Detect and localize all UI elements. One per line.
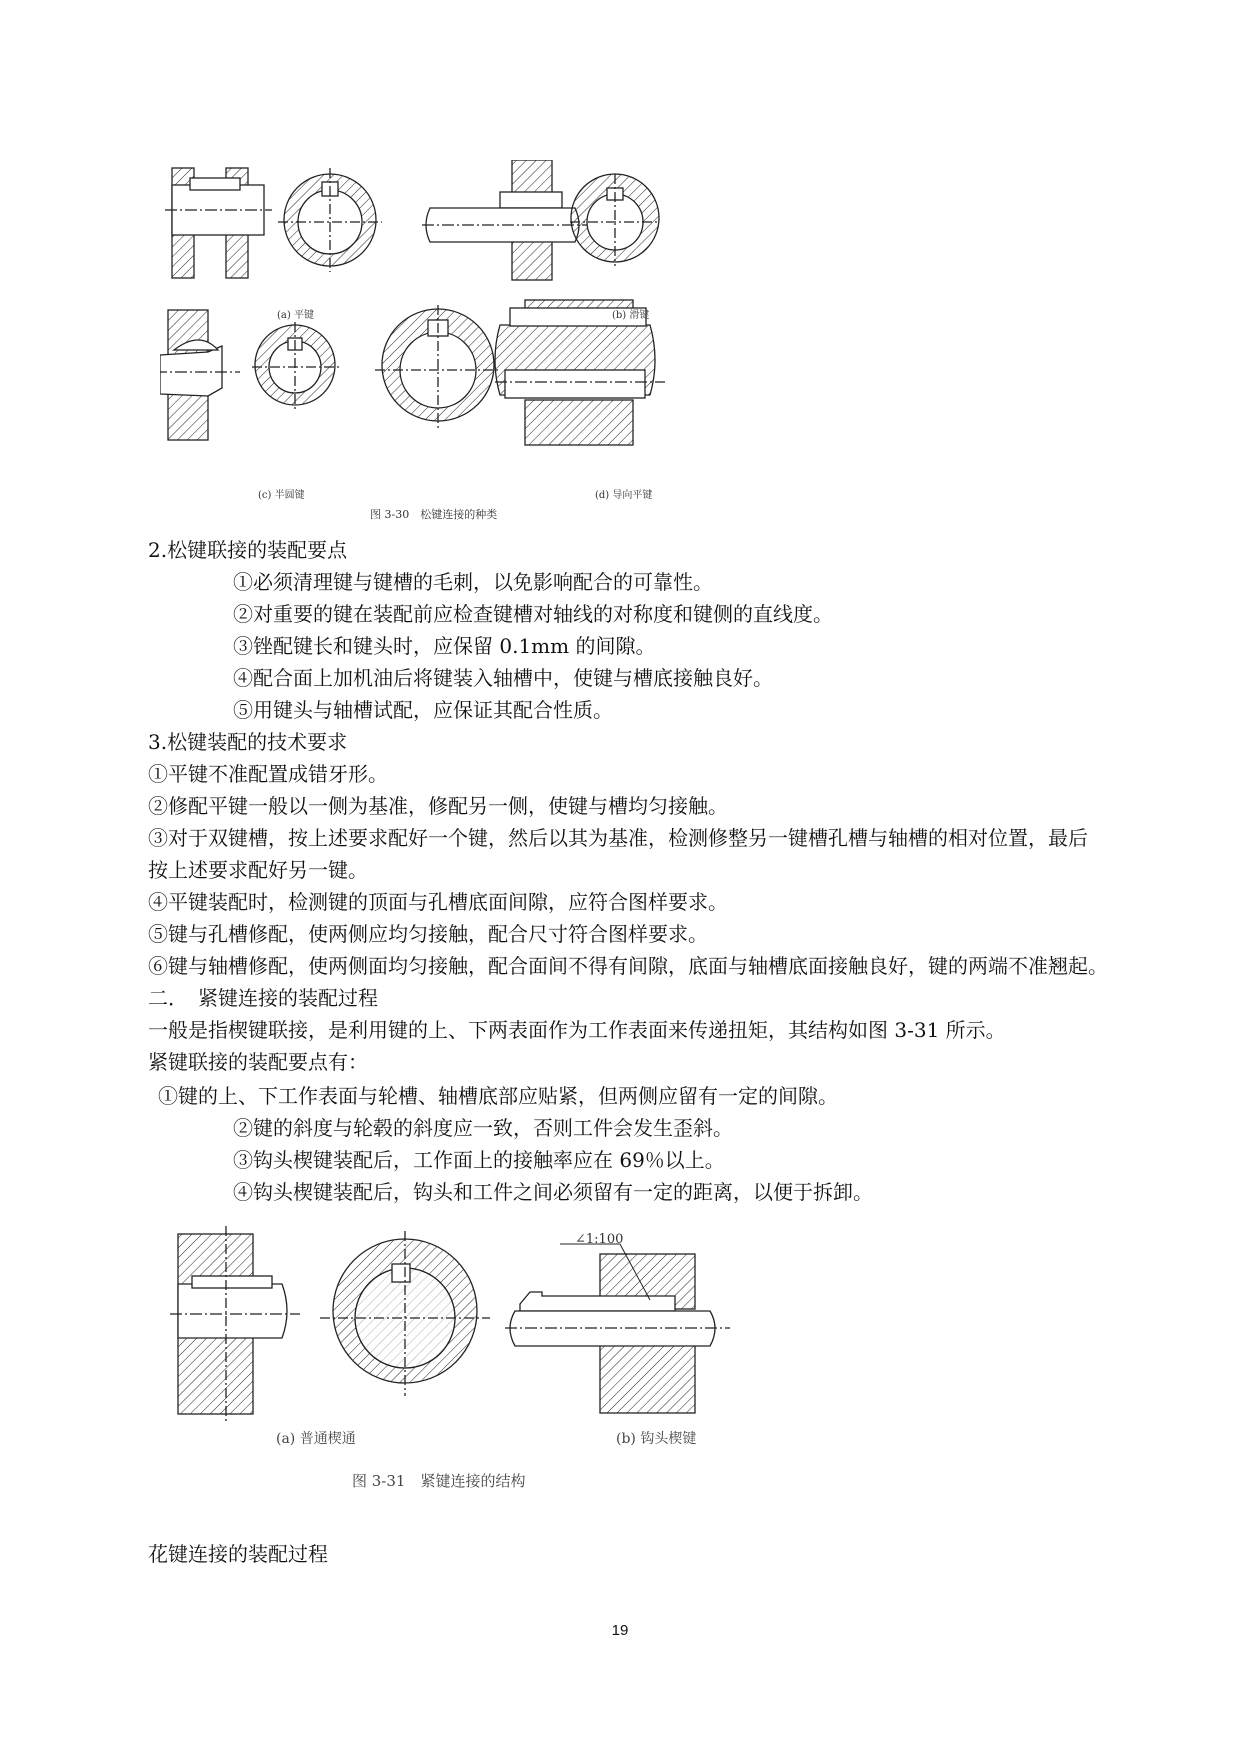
section3-item-1: ①平键不准配置成错牙形。 <box>148 762 388 786</box>
spline-heading: 花键连接的装配过程 <box>148 1542 328 1566</box>
figure-3-31-drawing <box>170 1226 770 1426</box>
figure-3-31-caption: 图 3-31 紧键连接的结构 <box>352 1472 526 1490</box>
figure-3-31-sub-a: (a) 普通楔通 <box>276 1431 356 1447</box>
section2-item-4: ④配合面上加机油后将键装入轴槽中，使键与槽底接触良好。 <box>233 666 773 690</box>
section-tight-points-heading: 紧键联接的装配要点有： <box>148 1050 368 1074</box>
section-tight-heading: 二． 紧键连接的装配过程 <box>148 986 378 1010</box>
figure-3-31-taper-label: ∠1:100 <box>575 1232 624 1247</box>
figure-3-30-drawing <box>160 160 750 460</box>
section3-item-6: ⑥键与轴槽修配，使两侧面均匀接触，配合面间不得有间隙，底面与轴槽底面接触良好，键的两端不准翘起。 <box>148 954 1108 978</box>
section3-item-2: ②修配平键一般以一侧为基准，修配另一侧，使键与槽均匀接触。 <box>148 794 728 818</box>
figure-3-31 <box>170 1226 770 1426</box>
figure-3-30-sub-d: (d) 导向平键 <box>595 490 653 501</box>
section2-item-2: ②对重要的键在装配前应检查键槽对轴线的对称度和键侧的直线度。 <box>233 602 833 626</box>
figure-3-30-caption: 图 3-30 松键连接的种类 <box>370 508 498 521</box>
section3-item-3-cont: 按上述要求配好另一键。 <box>148 858 368 882</box>
section-tight-item-4: ④钩头楔键装配后，钩头和工件之间必须留有一定的距离，以便于拆卸。 <box>233 1180 873 1204</box>
section2-item-5: ⑤用键头与轴槽试配，应保证其配合性质。 <box>233 698 613 722</box>
section-tight-item-2: ②键的斜度与轮毂的斜度应一致，否则工件会发生歪斜。 <box>233 1116 733 1140</box>
figure-3-31-sub-b: (b) 钩头楔键 <box>616 1431 697 1447</box>
section3-heading: 3.松键装配的技术要求 <box>148 730 348 754</box>
section3-item-3: ③对于双键槽，按上述要求配好一个键，然后以其为基准，检测修整另一键槽孔槽与轴槽的相对位置，最后 <box>148 826 1088 850</box>
section-tight-intro: 一般是指楔键联接，是利用键的上、下两表面作为工作表面来传递扭矩，其结构如图 3-31 所示。 <box>148 1018 1006 1042</box>
section3-item-5: ⑤键与孔槽修配，使两侧应均匀接触，配合尺寸符合图样要求。 <box>148 922 708 946</box>
section2-item-1: ①必须清理键与键槽的毛刺，以免影响配合的可靠性。 <box>233 570 713 594</box>
figure-3-30 <box>160 160 750 460</box>
section2-item-3: ③锉配键长和键头时，应保留 0.1mm 的间隙。 <box>233 634 656 658</box>
page-number: 19 <box>611 1622 629 1639</box>
figure-3-30-sub-b: (b) 滑键 <box>612 310 650 321</box>
figure-3-30-sub-c: (c) 半圆键 <box>258 490 305 501</box>
section2-heading: 2.松键联接的装配要点 <box>148 538 348 562</box>
section-tight-item-3: ③钩头楔键装配后，工作面上的接触率应在 69％以上。 <box>233 1148 725 1172</box>
figure-3-30-sub-a: (a) 平键 <box>277 310 314 321</box>
section-tight-item-1: ①键的上、下工作表面与轮槽、轴槽底部应贴紧，但两侧应留有一定的间隙。 <box>158 1084 838 1108</box>
section3-item-4: ④平键装配时，检测键的顶面与孔槽底面间隙，应符合图样要求。 <box>148 890 728 914</box>
